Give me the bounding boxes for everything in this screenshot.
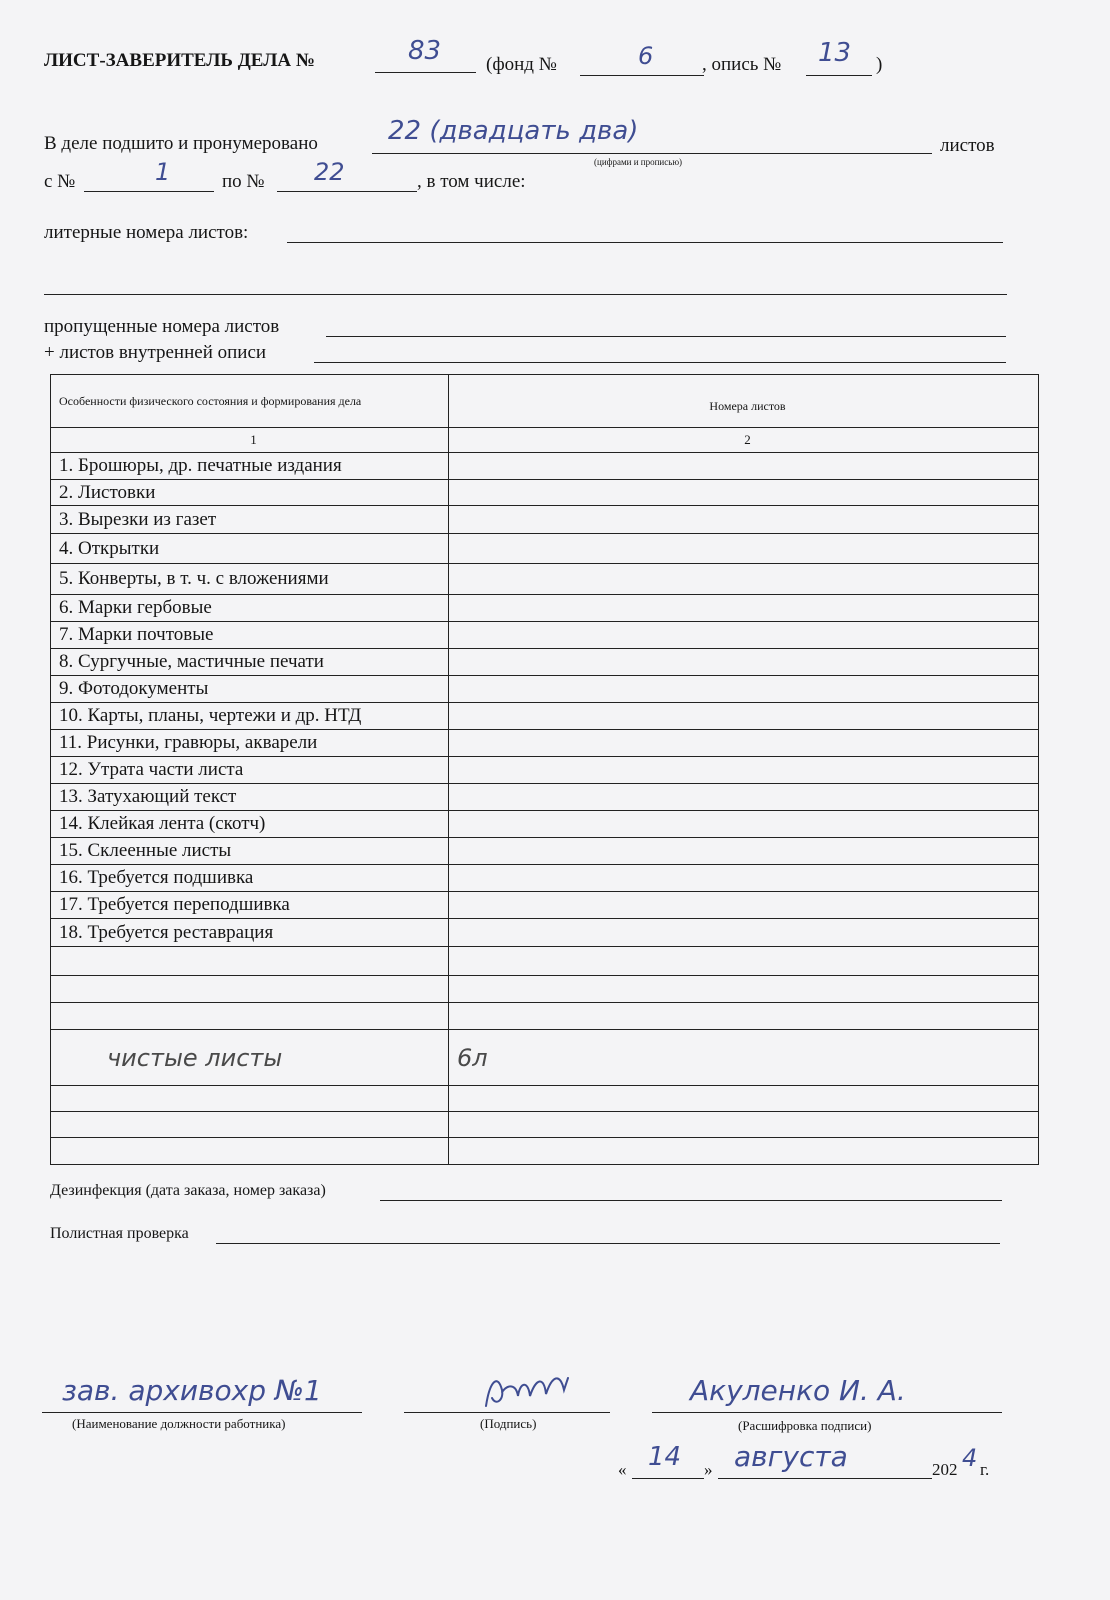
- handwritten-row: [51, 1030, 1039, 1086]
- feature-label: 16. Требуется подшивка: [51, 865, 449, 892]
- position-value: зав. архивохр №1: [62, 1374, 322, 1407]
- feature-sheets: [449, 811, 1039, 838]
- signature: [480, 1370, 580, 1417]
- table-row: [51, 838, 1039, 865]
- signature-line: [404, 1412, 610, 1413]
- feature-sheets: [449, 595, 1039, 622]
- table-row: [51, 919, 1039, 947]
- feature-label: 8. Сургучные, мастичные печати: [51, 649, 449, 676]
- blank-row: [51, 1138, 1039, 1165]
- binding-unit: листов: [940, 135, 995, 156]
- feature-label: 2. Листовки: [51, 480, 449, 506]
- check-label: Полистная проверка: [50, 1225, 189, 1242]
- feature-sheets: [449, 453, 1039, 480]
- opis-label: , опись №: [702, 54, 782, 75]
- date-quote-close: »: [704, 1460, 713, 1479]
- table-row: [51, 703, 1039, 730]
- feature-sheets: [449, 480, 1039, 506]
- position-caption: (Наименование должности работника): [72, 1416, 286, 1431]
- including-label: , в том числе:: [417, 171, 526, 192]
- signature-scribble: [480, 1370, 580, 1412]
- table-row: [51, 534, 1039, 564]
- feature-label: 11. Рисунки, гравюры, акварели: [51, 730, 449, 757]
- table-row: [51, 865, 1039, 892]
- date-year-suffix: г.: [980, 1460, 990, 1479]
- feature-label: 18. Требуется реставрация: [51, 919, 449, 947]
- feature-sheets: [449, 564, 1039, 595]
- date-quote-open: «: [618, 1460, 627, 1479]
- table-row: [51, 811, 1039, 838]
- missing-label: пропущенные номера листов: [44, 316, 280, 337]
- feature-sheets: [449, 622, 1039, 649]
- feature-sheets: [449, 784, 1039, 811]
- decode-value: Акуленко И. А.: [690, 1374, 906, 1407]
- feature-label: 6. Марки гербовые: [51, 595, 449, 622]
- feature-sheets: [449, 892, 1039, 919]
- lettered-line-2: [44, 294, 1007, 295]
- table-number-row: [51, 428, 1039, 453]
- day-line: [632, 1478, 704, 1479]
- table-row: [51, 892, 1039, 919]
- feature-label: 1. Брошюры, др. печатные издания: [51, 453, 449, 480]
- feature-label: 9. Фотодокументы: [51, 676, 449, 703]
- feature-rows: [51, 453, 1039, 947]
- signature-caption: (Подпись): [480, 1416, 537, 1431]
- fond-no-line: [580, 75, 704, 76]
- table-row: [51, 784, 1039, 811]
- feature-sheets: [449, 730, 1039, 757]
- disinfection-line: [380, 1200, 1002, 1201]
- opis-no-line: [806, 75, 872, 76]
- table-row: [51, 453, 1039, 480]
- inner-inventory-label: + листов внутренней описи: [44, 342, 267, 363]
- feature-label: 13. Затухающий текст: [51, 784, 449, 811]
- opis-no-value: 13: [818, 38, 852, 68]
- feature-label: 17. Требуется переподшивка: [51, 892, 449, 919]
- col2-num: 2: [449, 428, 1039, 453]
- handwritten-feature: чистые листы: [51, 1030, 449, 1086]
- feature-sheets: [449, 534, 1039, 564]
- feature-sheets: [449, 919, 1039, 947]
- table-row: [51, 730, 1039, 757]
- blank-row: [51, 1003, 1039, 1030]
- binding-label: В деле подшито и пронумеровано: [44, 133, 318, 154]
- lettered-label: литерные номера листов:: [44, 222, 249, 243]
- blank-row: [51, 947, 1039, 976]
- feature-label: 7. Марки почтовые: [51, 622, 449, 649]
- handwritten-sheets: 6л: [449, 1030, 1039, 1086]
- to-value: 22: [314, 158, 345, 186]
- blank-row: [51, 976, 1039, 1003]
- feature-sheets: [449, 649, 1039, 676]
- from-line: [84, 191, 214, 192]
- feature-sheets: [449, 757, 1039, 784]
- features-table: [50, 374, 1039, 1165]
- missing-line: [326, 336, 1006, 337]
- date-year-digit: 4: [962, 1444, 978, 1472]
- feature-label: 12. Утрата части листа: [51, 757, 449, 784]
- feature-label: 3. Вырезки из газет: [51, 506, 449, 534]
- feature-sheets: [449, 676, 1039, 703]
- decode-line: [652, 1412, 1002, 1413]
- date-month: августа: [734, 1440, 848, 1473]
- lettered-line-1: [287, 242, 1003, 243]
- table-row: [51, 649, 1039, 676]
- month-line: [718, 1478, 932, 1479]
- col1-num: 1: [51, 428, 449, 453]
- fond-no-value: 6: [638, 42, 654, 70]
- feature-sheets: [449, 506, 1039, 534]
- col1-header: Особенности физического состояния и формирования дела: [51, 375, 449, 428]
- from-value: 1: [155, 158, 171, 186]
- binding-line: [372, 153, 932, 154]
- table-row: [51, 564, 1039, 595]
- binding-value: 22 (двадцать два): [388, 116, 639, 146]
- feature-sheets: [449, 865, 1039, 892]
- fond-label: (фонд №: [486, 54, 557, 75]
- table-row: [51, 622, 1039, 649]
- feature-sheets: [449, 703, 1039, 730]
- table-header-row: [51, 375, 1039, 428]
- table-row: [51, 757, 1039, 784]
- position-line: [42, 1412, 362, 1413]
- decode-caption: (Расшифровка подписи): [738, 1418, 872, 1433]
- feature-label: 4. Открытки: [51, 534, 449, 564]
- form-title: ЛИСТ-ЗАВЕРИТЕЛЬ ДЕЛА №: [44, 50, 315, 71]
- to-line: [277, 191, 417, 192]
- case-no-line: [375, 72, 476, 73]
- feature-label: 15. Склеенные листы: [51, 838, 449, 865]
- feature-label: 5. Конверты, в т. ч. с вложениями: [51, 564, 449, 595]
- blank-row: [51, 1086, 1039, 1112]
- table-row: [51, 676, 1039, 703]
- binding-hint: (цифрами и прописью): [594, 157, 683, 167]
- table-row: [51, 480, 1039, 506]
- feature-label: 14. Клейкая лента (скотч): [51, 811, 449, 838]
- from-label: с №: [44, 171, 76, 192]
- feature-sheets: [449, 838, 1039, 865]
- table-row: [51, 595, 1039, 622]
- table-row: [51, 506, 1039, 534]
- to-label: по №: [222, 171, 265, 192]
- inner-inventory-line: [314, 362, 1006, 363]
- date-year-prefix: 202: [932, 1460, 958, 1479]
- disinfection-label: Дезинфекция (дата заказа, номер заказа): [50, 1182, 326, 1199]
- col2-header: Номера листов: [449, 375, 1039, 428]
- feature-label: 10. Карты, планы, чертежи и др. НТД: [51, 703, 449, 730]
- check-line: [216, 1243, 1000, 1244]
- close-paren: ): [876, 54, 883, 75]
- date-day: 14: [648, 1442, 682, 1472]
- blank-row: [51, 1112, 1039, 1138]
- case-no-value: 83: [408, 36, 442, 66]
